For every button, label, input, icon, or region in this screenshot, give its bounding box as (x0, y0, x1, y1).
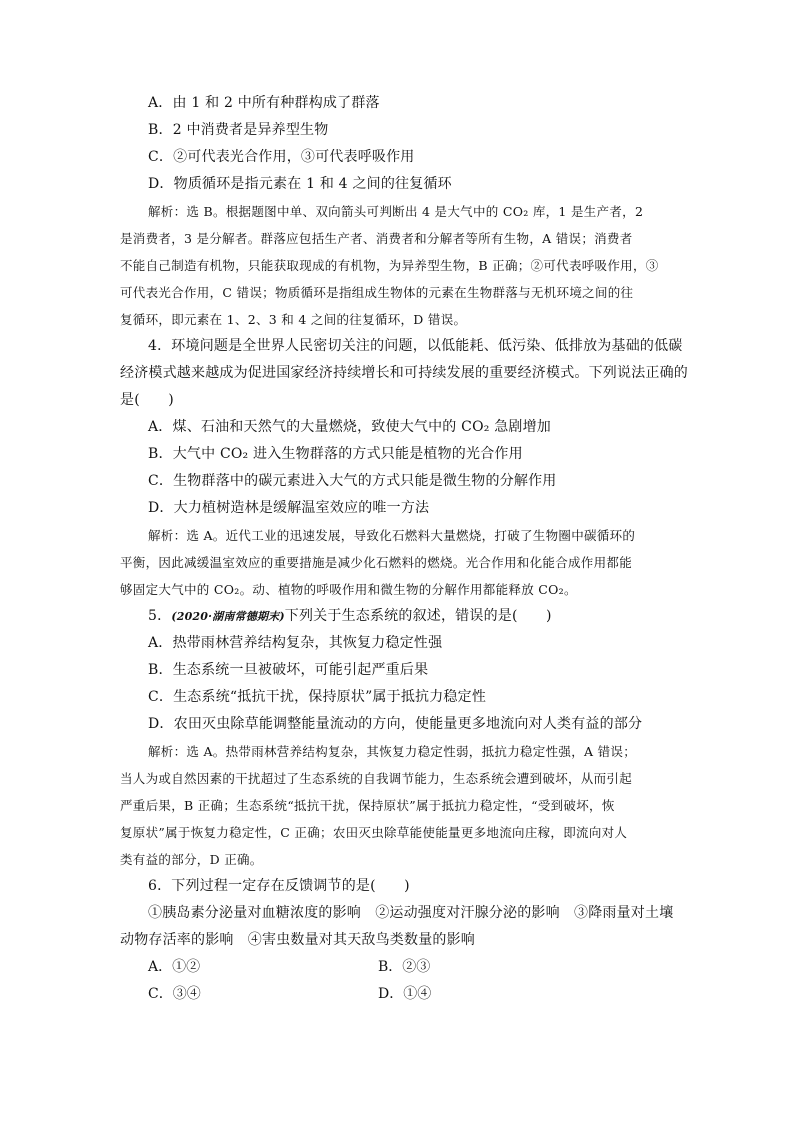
q4-option-a: A．煤、石油和天然气的大量燃烧，致使大气中的 CO₂ 急剧增加 (148, 419, 552, 435)
q3-explanation-line: 可代表光合作用，C 错误；物质循环是指组成生物体的元素在生物群落与无机环境之间的往 (120, 285, 634, 300)
q3-option-d: D．物质循环是指元素在 1 和 4 之间的往复循环 (148, 176, 452, 192)
q4-option-c: C．生物群落中的碳元素进入大气的方式只能是微生物的分解作用 (148, 473, 557, 489)
q4-option-b: B．大气中 CO₂ 进入生物群落的方式只能是植物的光合作用 (148, 446, 523, 462)
q5-explanation-line: 类有益的部分，D 正确。 (120, 852, 263, 867)
q6-option-b: B．②③ (378, 959, 431, 975)
q6-option-d: D．①④ (378, 986, 432, 1002)
q5-option-c: C．生态系统“抵抗干扰，保持原状”属于抵抗力稳定性 (148, 689, 487, 705)
q6-items-line: ①胰岛素分泌量对血糖浓度的影响 ②运动强度对汗腺分泌的影响 ③降雨量对土壤 (148, 905, 674, 921)
document-page (120, 90, 688, 1008)
q3-option-b: B．2 中消费者是异养型生物 (148, 122, 329, 138)
q4-option-d: D．大力植树造林是缓解温室效应的唯一方法 (148, 500, 430, 516)
q6-options-row (120, 954, 680, 981)
q5-explanation-line: 复原状”属于恢复力稳定性，C 正确；农田灭虫除草能使能量更多地流向庄稼，即流向对人 (120, 825, 628, 840)
q3-explanation-line: 不能自己制造有机物，只能获取现成的有机物，为异养型生物，B 正确；②可代表呼吸作用，③ (120, 258, 659, 273)
q5-option-b: B．生态系统一旦被破坏，可能引起严重后果 (148, 662, 429, 678)
q4-explanation-line: 平衡，因此减缓温室效应的重要措施是减少化石燃料的燃烧。光合作用和化能合成作用都能 (120, 555, 633, 570)
q5-number: 5． (148, 608, 172, 624)
q6-items-line: 动物存活率的影响 ④害虫数量对其天敌鸟类数量的影响 (120, 932, 475, 948)
q4-stem-line: 4．环境问题是全世界人民密切关注的问题，以低能耗、低污染、低排放为基础的低碳 (148, 338, 683, 354)
q5-explanation-line: 解析：选 A。热带雨林营养结构复杂，其恢复力稳定性弱，抵抗力稳定性强，A 错误； (148, 744, 637, 759)
q6-stem: 6．下列过程一定存在反馈调节的是( ) (148, 878, 410, 894)
q6-option-c: C．③④ (148, 986, 201, 1002)
q5-explanation-line: 严重后果，B 正确；生态系统“抵抗干扰，保持原状”属于抵抗力稳定性，“受到破坏，恢 (120, 798, 615, 813)
q5-option-a: A．热带雨林营养结构复杂，其恢复力稳定性强 (148, 635, 443, 651)
q4-stem-line: 经济模式越来越成为促进国家经济持续增长和可持续发展的重要经济模式。下列说法正确的 (120, 365, 688, 381)
q6-options-row (120, 981, 680, 1008)
q4-explanation-line: 解析：选 A。近代工业的迅速发展，导致化石燃料大量燃烧，打破了生物圈中碳循环的 (148, 528, 636, 543)
q5-stem-text: 下列关于生态系统的叙述，错误的是( ) (284, 608, 552, 624)
q5-source: (2020·湖南常德期末) (171, 610, 285, 623)
q5-explanation-line: 当人为或自然因素的干扰超过了生态系统的自我调节能力，生态系统会遭到破坏，从而引起 (120, 771, 633, 786)
q3-explanation-line: 复循环，即元素在 1、2、3 和 4 之间的往复循环，D 错误。 (120, 312, 467, 327)
q4-stem-line: 是( ) (120, 392, 174, 408)
q5-stem (120, 603, 680, 630)
q5-option-d: D．农田灭虫除草能调整能量流动的方向，使能量更多地流向对人类有益的部分 (148, 716, 643, 732)
q3-option-a: A．由 1 和 2 中所有种群构成了群落 (148, 95, 380, 111)
q3-explanation-line: 解析：选 B。根据题图中单、双向箭头可判断出 4 是大气中的 CO₂ 库，1 是生产者，2 (148, 204, 644, 219)
q3-option-c: C．②可代表光合作用，③可代表呼吸作用 (148, 149, 415, 165)
q3-explanation-line: 是消费者，3 是分解者。群落应包括生产者、消费者和分解者等所有生物，A 错误；消费者 (120, 231, 633, 246)
q4-explanation-line: 够固定大气中的 CO₂。动、植物的呼吸作用和微生物的分解作用都能释放 CO₂。 (120, 582, 577, 597)
q6-option-a: A．①② (148, 959, 201, 975)
